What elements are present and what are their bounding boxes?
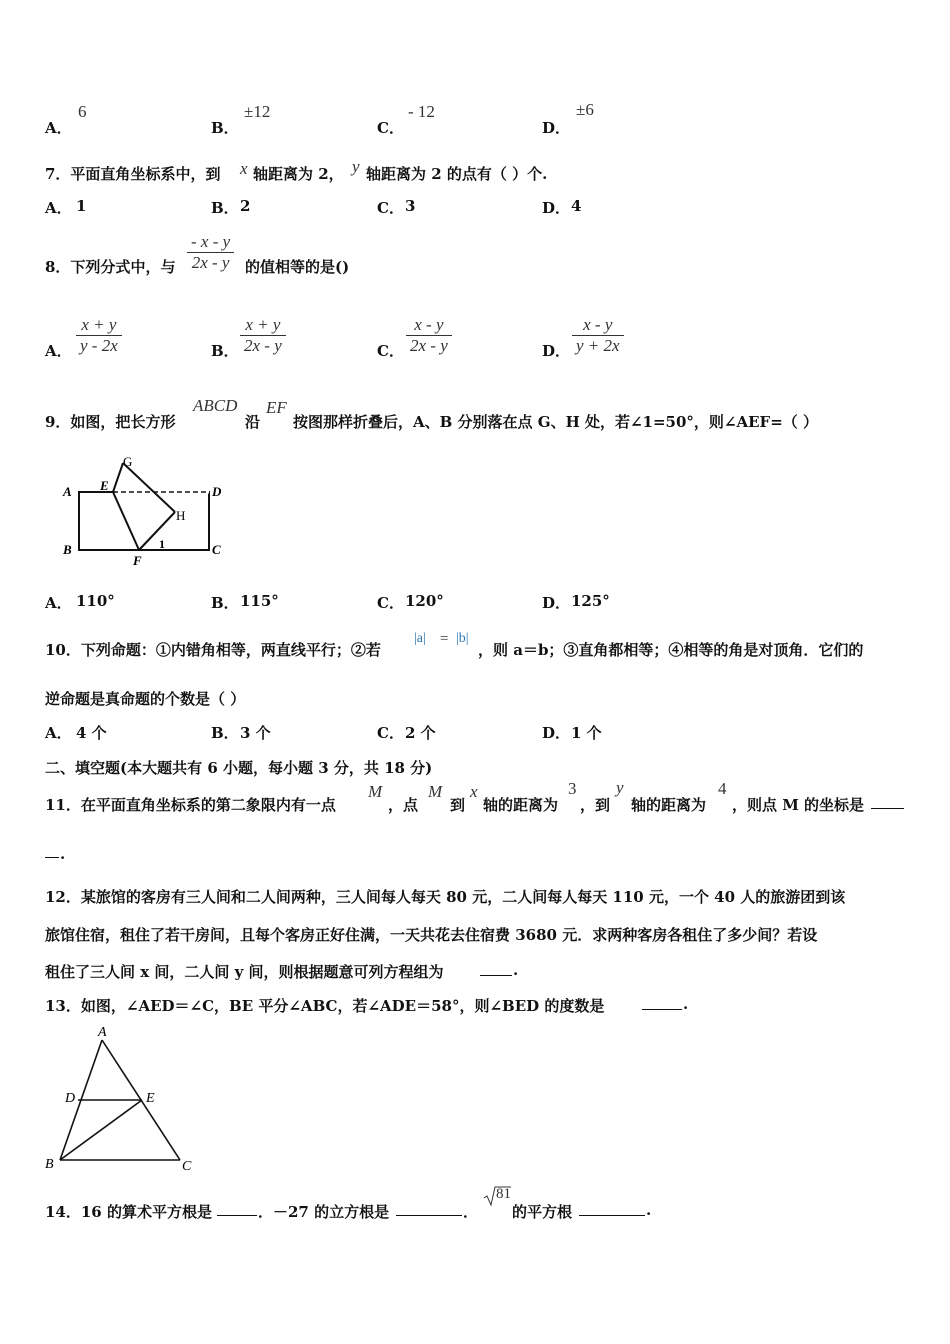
q8-option-a-label: A．: [45, 342, 72, 360]
q9-text-c: 按图那样折叠后，A、B 分别落在点 G、H 处，若∠1=50°，则∠AEF=（ ）: [293, 413, 818, 431]
q12-end: .: [513, 961, 519, 979]
q10-equals: =: [440, 631, 449, 647]
q13-end: .: [683, 995, 689, 1013]
rect-abcd: [79, 492, 209, 550]
q11-m2: M: [428, 782, 443, 801]
q10-text-b: ，则 a＝b；③直角都相等；④相等的角是对顶角．它们的: [478, 641, 864, 659]
q10-option-d-label: D．: [542, 724, 571, 742]
q9-option-d-label: D．: [542, 594, 571, 612]
q8-option-d-num: x - y: [583, 315, 613, 334]
q14-answer-blank-2[interactable]: [396, 1201, 462, 1216]
q9-option-c-label: C．: [377, 594, 404, 612]
q9-text-a: 9．如图，把长方形: [45, 413, 176, 431]
q8-fraction: [187, 232, 234, 273]
q8-option-d-den: y + 2x: [572, 335, 624, 356]
q8-text-b: 的值相等的是(): [245, 258, 350, 276]
q14-sqrt-value: 81: [496, 1186, 511, 1202]
line-ef: [113, 492, 139, 550]
q6-option-a-label: A．: [45, 119, 72, 137]
q9-figure: [55, 450, 235, 570]
q10-option-c-label: C．: [377, 724, 404, 742]
q7-option-d-label: D．: [542, 199, 571, 217]
q7-option-b-value: 2: [240, 197, 251, 215]
q6-option-a-value: 6: [78, 102, 87, 121]
q7-option-a-label: A．: [45, 199, 72, 217]
q11-end: .: [60, 845, 66, 863]
q11-text-a: 11．在平面直角坐标系的第二象限内有一点: [45, 796, 336, 814]
q10-option-a-value: 4 个: [76, 724, 107, 742]
q11-text-f: 轴的距离为: [631, 796, 707, 814]
label-f: F: [133, 553, 142, 568]
q12-line1: 12．某旅馆的客房有三人间和二人间两种，三人间每人每天 80 元，二人间每人每天 110 元，一个 40 人的旅游团到该: [45, 888, 846, 906]
q11-x: x: [470, 782, 478, 801]
q12-line2: 旅馆住宿，租住了若干房间，且每个客房正好住满，一天共花去住宿费 3680 元．求两种客房各租住了多少间？若设: [45, 926, 818, 944]
q8-option-c-den: 2x - y: [406, 335, 452, 356]
q11-text-b: ，点: [388, 796, 419, 814]
q14-text-b: ．－27 的立方根是: [258, 1203, 390, 1221]
q10-option-b-label: B．: [211, 724, 239, 742]
q8-frac-num: - x - y: [191, 232, 231, 251]
q7-var-y: y: [352, 157, 360, 176]
q6-option-c-value: - 12: [408, 102, 435, 121]
q6-option-b-value: ±12: [244, 102, 271, 121]
label-e: E: [146, 1091, 155, 1106]
q7-var-x: x: [240, 159, 248, 178]
q7-option-d-value: 4: [571, 197, 582, 215]
q10-line2: 逆命题是真命题的个数是（ ）: [45, 690, 246, 708]
q6-option-b-label: B．: [211, 119, 239, 137]
q13-answer-blank[interactable]: [642, 995, 682, 1010]
q9-option-b-value: 115°: [240, 592, 279, 610]
q7-option-c-label: C．: [377, 199, 404, 217]
q9-line-name: EF: [266, 398, 287, 417]
q9-option-a-value: 110°: [76, 592, 115, 610]
q10-option-d-value: 1 个: [571, 724, 602, 742]
q8-option-d-label: D．: [542, 342, 571, 360]
q8-option-d-fraction: [572, 315, 624, 356]
label-a: A: [63, 484, 72, 499]
line-hf: [139, 512, 175, 550]
q8-option-c-label: C．: [377, 342, 404, 360]
q8-option-a-num: x + y: [81, 315, 117, 334]
q11-three: 3: [568, 779, 577, 798]
q8-option-b-fraction: [240, 315, 286, 356]
q8-text-a: 8．下列分式中，与: [45, 258, 176, 276]
line-be: [60, 1100, 142, 1160]
label-h: H: [176, 508, 186, 523]
q8-option-b-label: B．: [211, 342, 239, 360]
q10-option-b-value: 3 个: [240, 724, 271, 742]
q7-option-b-label: B．: [211, 199, 239, 217]
q14-answer-blank-3[interactable]: [579, 1201, 645, 1216]
q8-option-a-den: y - 2x: [76, 335, 122, 356]
q9-option-d-value: 125°: [571, 592, 610, 610]
q11-four: 4: [718, 779, 727, 798]
q14-text-c: ．: [463, 1203, 479, 1221]
q11-m1: M: [368, 782, 383, 801]
label-d: D: [212, 484, 222, 499]
q14-text-a: 14．16 的算术平方根是: [45, 1203, 212, 1221]
q8-option-b-den: 2x - y: [240, 335, 286, 356]
q6-option-c-label: C．: [377, 119, 404, 137]
q11-answer-blank-1[interactable]: [871, 794, 904, 809]
q14-end: .: [646, 1201, 652, 1219]
q12-answer-blank[interactable]: [480, 961, 512, 976]
q9-option-c-value: 120°: [405, 592, 444, 610]
label-b: B: [63, 542, 72, 557]
q11-text-e: ，到: [580, 796, 611, 814]
q12-line3: 租住了三人间 x 间，二人间 y 间，则根据题意可列方程组为: [45, 963, 444, 981]
q7-text-c: 轴距离为 2 的点有（ ）个.: [366, 165, 548, 183]
q6-option-d-label: D．: [542, 119, 571, 137]
line-eg: [113, 463, 123, 492]
q8-option-a-fraction: [76, 315, 122, 356]
q9-rect-name: ABCD: [193, 396, 238, 415]
q10-text-a: 10．下列命题：①内错角相等，两直线平行；②若: [45, 641, 381, 659]
label-e: E: [100, 478, 109, 493]
section-2-heading: 二、填空题(本大题共有 6 小题，每小题 3 分，共 18 分): [45, 759, 433, 777]
label-d: D: [65, 1091, 76, 1106]
q9-text-b: 沿: [245, 413, 261, 431]
q10-option-a-label: A．: [45, 724, 72, 742]
q7-text-a: 7．平面直角坐标系中，到: [45, 165, 221, 183]
q13-text: 13．如图，∠AED＝∠C，BE 平分∠ABC，若∠ADE＝58°，则∠BED 的度数是: [45, 997, 605, 1015]
q10-abs-b: |b|: [456, 631, 469, 646]
label-c: C: [182, 1159, 192, 1174]
q11-answer-blank-2[interactable]: [45, 843, 59, 858]
q14-answer-blank-1[interactable]: [217, 1201, 257, 1216]
q13-figure: [40, 1022, 210, 1174]
q11-text-d: 轴的距离为: [483, 796, 559, 814]
q8-frac-den: 2x - y: [187, 252, 234, 273]
label-angle-1: 1: [159, 537, 165, 551]
label-g: G: [123, 454, 133, 469]
q10-abs-a: |a|: [414, 631, 426, 646]
q10-option-c-value: 2 个: [405, 724, 436, 742]
q11-text-c: 到: [450, 796, 466, 814]
q8-option-c-num: x - y: [414, 315, 444, 334]
label-c: C: [212, 542, 221, 557]
q8-option-c-fraction: [406, 315, 452, 356]
label-b: B: [45, 1157, 54, 1172]
q7-option-a-value: 1: [76, 197, 87, 215]
q11-y: y: [616, 778, 624, 797]
q9-option-a-label: A．: [45, 594, 72, 612]
q6-option-d-value: ±6: [576, 100, 594, 119]
line-gh: [123, 463, 175, 512]
q8-option-b-num: x + y: [245, 315, 281, 334]
q11-text-g: ，则点 M 的坐标是: [732, 796, 865, 814]
q9-option-b-label: B．: [211, 594, 239, 612]
q7-text-b: 轴距离为 2，: [253, 165, 344, 183]
q14-text-d: 的平方根: [512, 1203, 573, 1221]
q7-option-c-value: 3: [405, 197, 416, 215]
label-a: A: [98, 1025, 107, 1040]
